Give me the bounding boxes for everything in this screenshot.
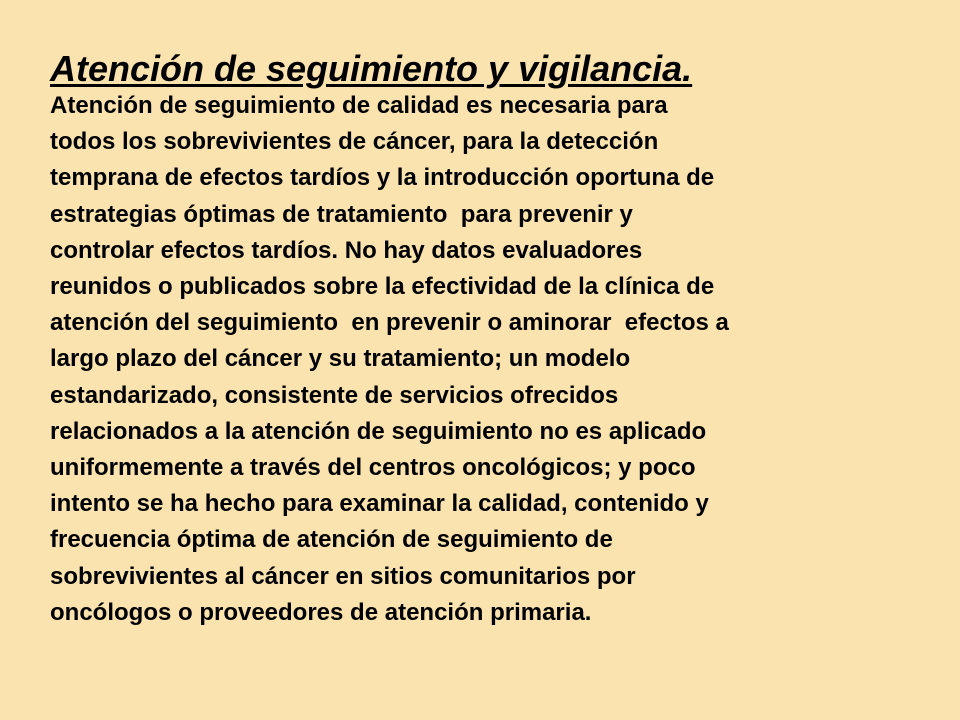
slide-body	[50, 88, 960, 631]
slide-title: Atención de seguimiento y vigilancia.	[50, 48, 693, 89]
body-line: Atención de seguimiento de calidad es necesaria para	[50, 92, 668, 119]
body-line: estrategias óptimas de tratamiento para prevenir y	[50, 200, 633, 228]
body-line: frecuencia óptima de atención de seguimiento de	[50, 526, 613, 554]
body-line: largo plazo del cáncer y su tratamiento; un modelo	[50, 345, 631, 373]
body-line: oncólogos o proveedores de atención primaria.	[50, 598, 592, 626]
body-line: estandarizado, consistente de servicios ofrecidos	[50, 381, 619, 409]
body-line: reunidos o publicados sobre la efectividad de la clínica de	[50, 273, 715, 301]
body-line: controlar efectos tardíos. No hay datos evaluadores	[50, 236, 643, 264]
body-line: sobrevivientes al cáncer en sitios comunitarios por	[50, 562, 636, 590]
body-line: todos los sobrevivientes de cáncer, para la detección	[50, 128, 659, 156]
body-line: temprana de efectos tardíos y la introducción oportuna de	[50, 164, 715, 192]
body-line: atención del seguimiento en prevenir o aminorar efectos a	[50, 309, 729, 337]
body-line: relacionados a la atención de seguimiento no es aplicado	[50, 417, 707, 445]
body-line: intento se ha hecho para examinar la calidad, contenido y	[50, 490, 709, 518]
body-line: uniformemente a través del centros oncológicos; y poco	[50, 454, 696, 482]
